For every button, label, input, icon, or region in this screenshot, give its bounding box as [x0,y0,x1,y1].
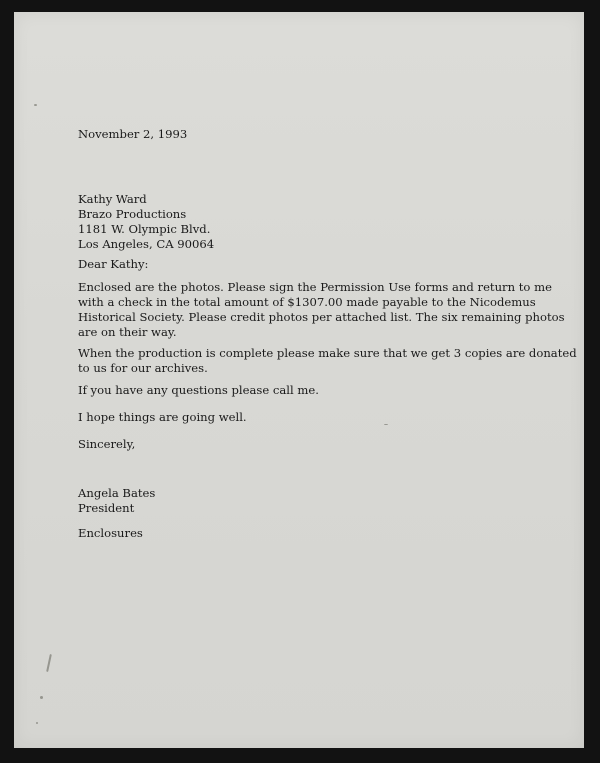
letter-date: November 2, 1993 [78,127,188,141]
closing: Sincerely, [78,437,136,451]
paper-speck [46,654,52,672]
salutation: Dear Kathy: [78,257,149,271]
paper-speck [34,104,37,106]
recipient-street: 1181 W. Olympic Blvd. [78,222,211,236]
paragraph-line: to us for our archives. [78,361,208,375]
letter-page [14,12,584,748]
paragraph-line: Enclosed are the photos. Please sign the Permission Use forms and return to me [78,280,552,294]
paragraph-line: are on their way. [78,325,177,339]
paragraph-line: When the production is complete please make sure that we get 3 copies are donated [78,346,577,360]
signature-block [78,486,155,516]
recipient-city: Los Angeles, CA 90064 [78,237,215,251]
paper-speck [36,722,38,724]
recipient-address [78,192,214,252]
enclosures-note: Enclosures [78,526,143,540]
paragraph-line: with a check in the total amount of $1307.00 made payable to the Nicodemus [78,295,536,309]
paper-speck [40,696,43,699]
recipient-company: Brazo Productions [78,207,187,221]
paragraph-photos [78,280,565,340]
paragraph-line: Historical Society. Please credit photos per attached list. The six remaining photos [78,310,565,324]
recipient-name: Kathy Ward [78,192,147,206]
paragraph-production [78,346,577,376]
paragraph-wishes: I hope things are going well. [78,410,247,424]
signer-name: Angela Bates [78,486,156,500]
paper-speck [384,424,388,425]
signer-title: President [78,501,135,515]
paragraph-questions: If you have any questions please call me. [78,383,319,397]
